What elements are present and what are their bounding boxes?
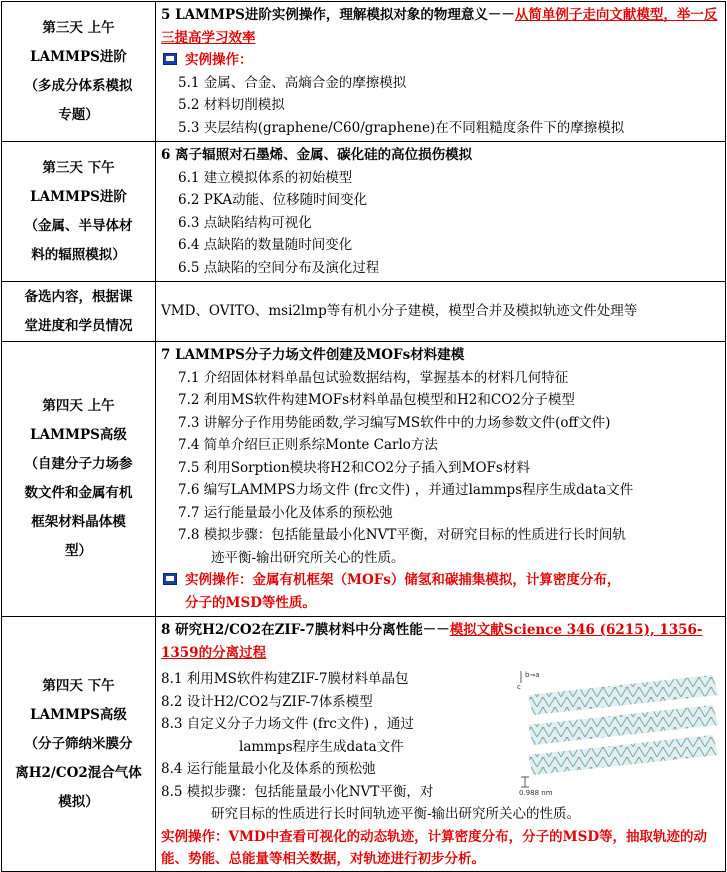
session-label [2,342,156,617]
list-item: 7.7 运行能量最小化及体系的预松弛 [178,504,393,521]
schedule-table [1,1,726,872]
computer-icon [163,53,177,65]
computer-icon [163,573,177,585]
schedule-row-day3-afternoon [2,142,726,282]
session-day: 第三天 下午 [42,159,115,176]
list-item: 6.3 点缺陷结构可视化 [178,214,312,231]
svg-text:b⊸a: b⊸a [525,671,540,679]
list-item: 5.1 金属、合金、高熵合金的摩擦模拟 [178,74,407,91]
list-item: 6.5 点缺陷的空间分布及演化过程 [178,259,380,276]
session-topic: 专题） [58,106,99,123]
list-item-continuation: lammps程序生成data文件 [239,738,404,755]
schedule-row-day4-afternoon [2,617,726,872]
section-heading: 8 研究H2/CO2在ZIF-7膜材料中分离性能－－模拟文献Science 346 (6215), 1356-1359的分离过程 [161,622,703,661]
practice-line: 实例操作：金属有机框架（MOFs）储氢和碳捕集模拟，计算密度分布， [161,569,725,592]
section-heading: 7 LAMMPS分子力场文件创建及MOFs材料建模 [161,347,465,363]
list-item: 6.2 PKA动能、位移随时间变化 [178,192,368,208]
list-item-continuation: 迹平衡-输出研究所关心的性质。 [211,549,405,566]
session-day: 第四天 上午 [42,398,115,414]
session-label [2,282,156,342]
list-item: 7.8 模拟步骤：包括能量最小化NVT平衡，对研究目标的性质进行长时间轨 [178,527,626,543]
list-item: 5.3 夹层结构(graphene/C60/graphene)在不同粗糙度条件下的摩擦模拟 [178,119,625,136]
list-item: 6.4 点缺陷的数量随时间变化 [178,237,353,253]
list-item: 5.2 材料切削模拟 [178,97,285,113]
session-topic: 离H2/CO2混合气体 [15,764,142,781]
practice-line: 实例操作：VMD中查看可视化的动态轨迹，计算密度分布，分子的MSD等，抽取轨迹的动能、势能、总能量等相关数据，对轨迹进行初步分析。 [161,828,708,867]
practice-line: 实例操作： [161,49,725,72]
list-item: 7.2 利用MS软件构建MOFs材料单晶包模型和H2和CO2分子模型 [178,392,575,408]
lattice-layers [528,675,718,775]
svg-text:0.988 nm: 0.988 nm [519,789,553,797]
session-note: 备选内容，根据课 [24,288,133,305]
svg-text:c: c [517,683,521,691]
list-item: 7.3 讲解分子作用势能函数,学习编写MS软件中的力场参数文件(off文件) [178,414,611,431]
session-content [156,282,726,342]
optional-content: VMD、OVITO、msi2lmp等有机小分子建模，模型合并及模拟轨迹文件处理等 [161,303,638,320]
section-heading: 5 LAMMPS进阶实例操作，理解模拟对象的物理意义－－从简单例子走向文献模型，举一反三提高学习效率 [161,7,718,46]
session-content [156,342,726,617]
schedule-row-day3-morning [2,2,726,142]
list-item: 6.1 建立模拟体系的初始模型 [178,169,353,186]
schedule-row-optional [2,282,726,342]
session-topic: （多成分体系模拟 [24,77,133,94]
session-topic: 型） [65,543,92,559]
session-content [156,2,726,142]
session-label [2,2,156,142]
session-level: LAMMPS进阶 [30,48,127,65]
list-item: 8.1 利用MS软件构建ZIF-7膜材料单晶包 [161,671,409,687]
list-item: 8.3 自定义分子力场文件 (frc文件) ，通过 [161,716,414,732]
session-topic: （金属、半导体材 [24,217,133,234]
session-day: 第三天 上午 [42,19,115,36]
list-item: 8.2 设计H2/CO2与ZIF-7体系模型 [161,693,373,710]
session-note: 堂进度和学员情况 [24,317,133,334]
session-label [2,142,156,282]
axis-indicator [517,671,540,691]
list-item: 7.5 利用Sorption模块将H2和CO2分子插入到MOFs材料 [178,459,530,476]
schedule-row-day4-morning [2,342,726,617]
session-topic: 料的辐照模拟） [31,246,126,263]
practice-line-continuation: 分子的MSD等性质。 [185,594,316,611]
heading-highlight: 从简单例子走向文献模型，举一反三提高学习效率 [161,7,718,46]
session-level: LAMMPS进阶 [30,188,127,205]
list-item: 7.1 介绍固体材料单晶包试验数据结构，掌握基本的材料几何特征 [178,369,569,386]
session-topic: （自建分子力场参 [24,456,133,472]
session-topic: 框架材料晶体模 [31,514,126,530]
list-item: 8.5 模拟步骤：包括能量最小化NVT平衡，对 [161,783,434,800]
session-day: 第四天 下午 [42,677,115,694]
zif7-structure-figure [513,667,723,797]
session-level: LAMMPS高级 [30,427,127,443]
list-item: 7.4 简单介绍巨正则系综Monte Carlo方法 [178,437,438,453]
list-item-continuation: 研究目标的性质进行长时间轨迹平衡-输出研究所关心的性质。 [211,806,581,822]
section-heading: 6 离子辐照对石墨烯、金属、碳化硅的高位损伤模拟 [161,147,473,163]
heading-highlight: 模拟文献Science 346 (6215), 1356-1359的分离过程 [161,622,703,661]
session-content [156,617,726,872]
scale-bar [519,777,553,797]
session-topic: 模拟） [58,793,99,810]
session-topic: 数文件和金属有机 [24,485,133,501]
list-item: 8.4 运行能量最小化及体系的预松弛 [161,761,376,777]
session-topic: （分子筛纳米膜分 [24,735,133,752]
session-level: LAMMPS高级 [30,706,127,723]
session-content [156,142,726,282]
list-item: 7.6 编写LAMMPS力场文件 (frc文件) ，并通过lammps程序生成data文件 [178,482,634,498]
session-label [2,617,156,872]
